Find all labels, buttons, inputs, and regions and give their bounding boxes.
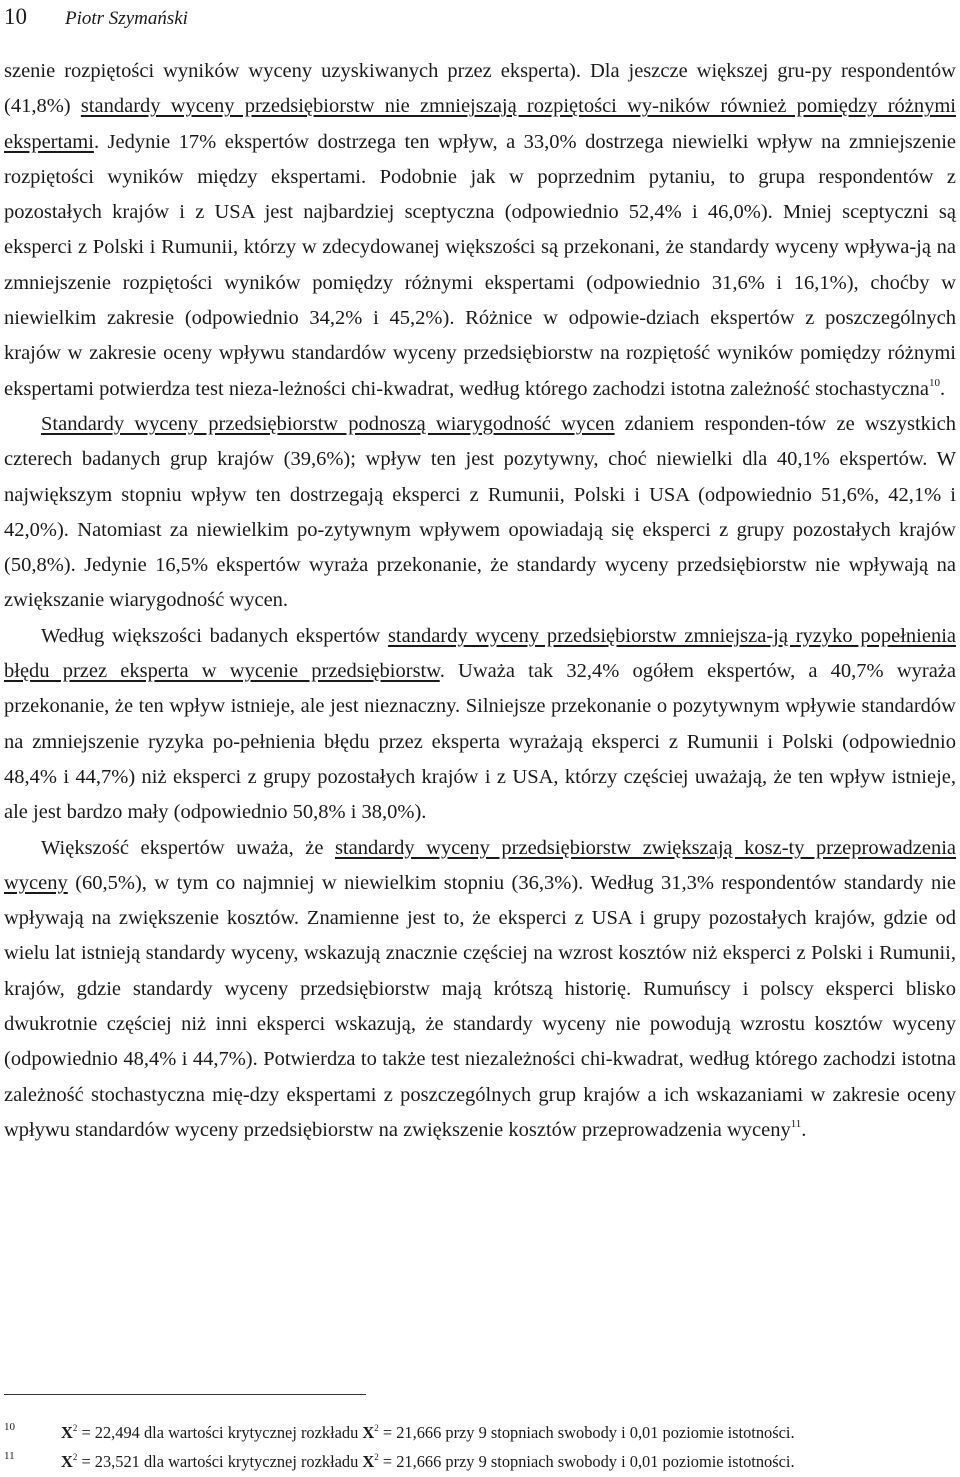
running-header (4, 0, 188, 36)
paragraph-text: Większość ekspertów uważa, że (41, 836, 335, 859)
footnote-text (61, 1447, 795, 1476)
paragraph-text: (60,5%), w tym co najmniej w niewielkim stopniu (36,3%). Według 31,3% respondentów standardy nie wpływają na zwiększenie kosztów. Znamienne jest to, że eksperci z USA i grupy pozostałych krajów, gdzie od wielu lat istnieją standardy wyceny, wskazują znacznie częściej na wzrost kosztów niż eksperci z Polski i Rumunii, krajów, gdzie standardy wyceny przedsiębiorstw mają krótszą historię. Rumuńscy i polscy eksperci blisko dwukrotnie częściej niż inni eksperci wskazują, że standardy wyceny nie powodują wzrostu kosztów wyceny (odpowiednio 48,4% i 44,7%). Potwierdza to także test niezależności chi-kwadrat, według którego zachodzi istotna zależność stochastyczna mię-dzy ekspertami z poszczególnych grup krajów a ich wskazaniami w zakresie oceny wpływu standardów wyceny przedsiębiorstw na zwiększenie kosztów przeprowadzenia wyceny (4, 871, 956, 1141)
paragraph-text: zdaniem responden-tów ze wszystkich czterech badanych grup krajów (39,6%); wpływ ten jest pozytywny, choć niewielki dla 40,1% ekspertów. W największym stopniu wpływ ten dostrzegają eksperci z Rumunii, Polski i USA (odpowiednio 51,6%, 42,1% i 42,0%). Natomiast za niewielkim po-zytywnym wpływem opowiadają się eksperci z grupy pozostałych krajów (50,8%). Jedynie 16,5% ekspertów wyraża przekonanie, że standardy wyceny przedsiębiorstw nie wpływają na zwiększanie wiarygodność wycen. (4, 412, 956, 612)
paragraph-text: . (939, 377, 946, 400)
paragraph-text: . Uważa tak 32,4% ogółem ekspertów, a 40,7% wyraża przekonanie, że ten wpływ istnieje, ale jest nieznaczny. Silniejsze przekonanie o pozytywnym wpływie standardów na zmniejszenie ryzyka po-pełnienia błędu przez eksperta wyrażają eksperci z Rumunii i Polski (odpowiednio 48,4% i 44,7%) niż eksperci z grupy pozostałych krajów i z USA, którzy częściej uważają, że ten wpływ istnieje, ale jest bardzo mały (odpowiednio 50,8% i 38,0%). (4, 660, 956, 824)
footnote-text-part: = 22,494 dla wartości krytycznej rozkładu (77, 1423, 363, 1442)
paragraph-text: Według większości badanych ekspertów (41, 624, 388, 647)
chi-symbol: X (61, 1423, 73, 1442)
exponent: 2 (72, 1452, 78, 1462)
footnote-text-part: = 23,521 dla wartości krytycznej rozkładu (77, 1452, 363, 1471)
chi-symbol: X (61, 1452, 73, 1471)
paragraph-text: . (801, 1118, 807, 1141)
footnote-number: 10 (4, 1421, 15, 1433)
chi-symbol: X (362, 1452, 375, 1471)
footnote (4, 1418, 956, 1447)
paragraph (4, 619, 956, 831)
exponent: 2 (374, 1452, 379, 1462)
underlined-phrase: Standardy wyceny przedsiębiorstw podnoszą wiarygodność wycen (41, 412, 615, 435)
running-author: Piotr Szymański (65, 8, 188, 29)
paragraph (4, 54, 956, 407)
paragraph-text: . Jedynie 17% ekspertów dostrzega ten wpływ, a 33,0% dostrzega niewielki wpływ na zmniejszenie rozpiętości wyników między ekspertami. Podobnie jak w poprzednim pytaniu, to grupa respondentów z pozostałych krajów i z USA jest najbardziej sceptyczna (odpowiednio 52,4% i 46,0%). Mniej sceptyczni są eksperci z Polski i Rumunii, którzy w zdecydowanej większości są przekonani, że standardy wyceny wpływa-ją na zmniejszenie rozpiętości wyników pomiędzy różnymi ekspertami (odpowiednio 31,6% i 16,1%), choćby w niewielkim zakresie (odpowiednio 34,2% i 45,2%). Różnice w odpowie-dziach ekspertów z poszczególnych krajów w zakresie oceny wpływu standardów wyceny przedsiębiorstw na rozpiętość wyników pomiędzy różnymi ekspertami potwierdza test nieza-leżności chi-kwadrat, według którego zachodzi istotna zależność stochastyczna (4, 130, 956, 400)
footnote-divider (4, 1394, 366, 1395)
page-number: 10 (4, 4, 27, 29)
underlined-phrase: standardy wyceny przedsiębiorstw zwiększają kosz-ty przeprowadzenia wyceny (4, 836, 956, 894)
body-text (4, 54, 956, 1148)
underlined-phrase: standardy wyceny przedsiębiorstw nie zmniejszają rozpiętości wy-ników również pomiędzy różnymi ekspertami (4, 95, 957, 153)
footnote-reference: 10 (928, 376, 940, 389)
exponent: 2 (374, 1423, 379, 1433)
exponent: 2 (72, 1423, 78, 1433)
footnote-text-part: = 21,666 przy 9 stopniach swobody i 0,01 poziomie istotności. (378, 1452, 795, 1471)
footnote-text (61, 1418, 795, 1447)
footnote-reference: 11 (790, 1117, 802, 1130)
paragraph (4, 831, 956, 1149)
footnote-text-part: = 21,666 przy 9 stopniach swobody i 0,01 poziomie istotności. (378, 1423, 795, 1442)
footnote-number: 11 (4, 1450, 15, 1462)
footnote (4, 1447, 956, 1476)
paragraph (4, 407, 956, 619)
footnotes (4, 1418, 956, 1476)
underlined-phrase: standardy wyceny przedsiębiorstw zmniejsza-ją ryzyko popełnienia błędu przez eksperta w wycenie przedsiębiorstw (4, 624, 956, 683)
chi-symbol: X (362, 1423, 375, 1442)
paragraph-text: szenie rozpiętości wyników wyceny uzyskiwanych przez eksperta). Dla jeszcze większej gru-py respondentów (41,8%) (4, 60, 956, 118)
